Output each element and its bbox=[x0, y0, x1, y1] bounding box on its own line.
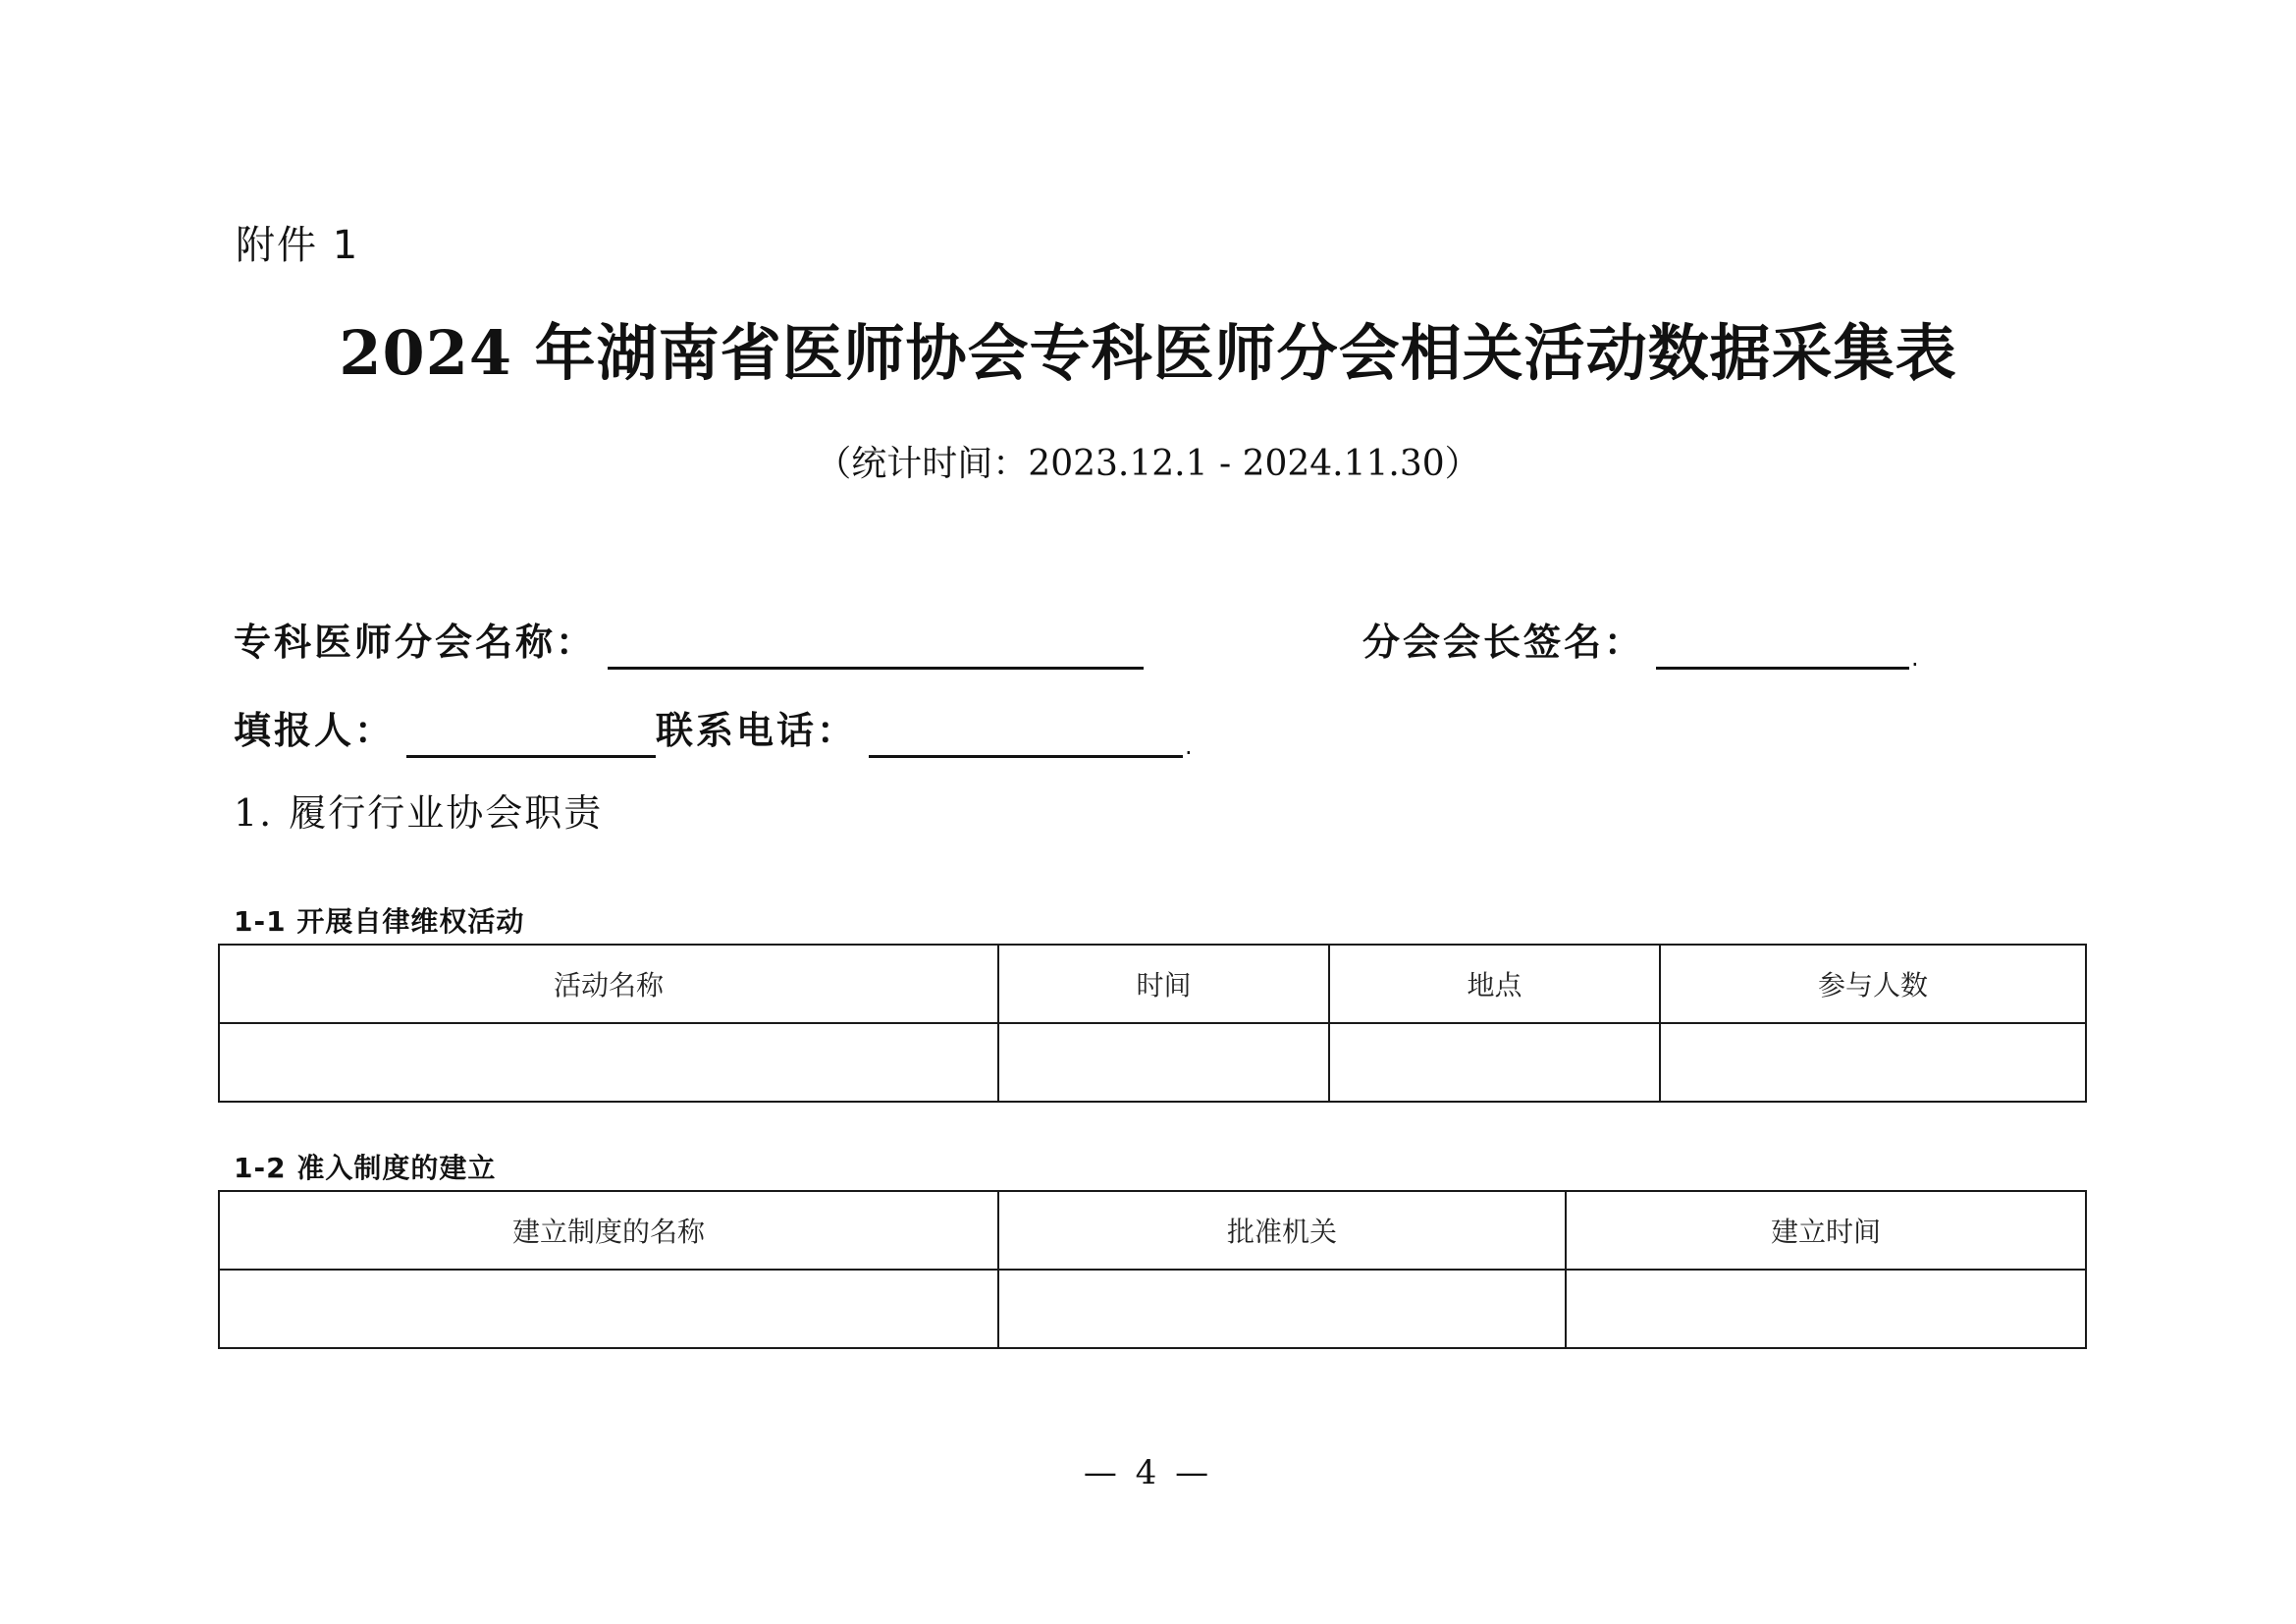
contact-phone-label: 联系电话： bbox=[656, 709, 858, 752]
president-sign-input[interactable] bbox=[1656, 627, 1909, 670]
trailing-dot: . bbox=[1911, 644, 1922, 672]
trailing-dot: . bbox=[1185, 732, 1196, 760]
president-sign-label: 分会会长签名： bbox=[1362, 621, 1645, 664]
column-header: 时间 bbox=[998, 945, 1329, 1023]
column-header: 参与人数 bbox=[1660, 945, 2086, 1023]
column-header: 活动名称 bbox=[219, 945, 998, 1023]
table-1-1 bbox=[218, 944, 2087, 1103]
table-row bbox=[219, 1023, 2086, 1102]
branch-name-input[interactable] bbox=[608, 627, 1144, 670]
column-header: 批准机关 bbox=[998, 1191, 1566, 1270]
table-cell[interactable] bbox=[1660, 1023, 2086, 1102]
reporter-field bbox=[234, 703, 656, 758]
page-number: — 4 — bbox=[1083, 1453, 1213, 1492]
attachment-label: 附件 1 bbox=[236, 223, 360, 268]
section-title: 履行行业协会职责 bbox=[289, 791, 604, 835]
contact-phone-field bbox=[656, 703, 1196, 758]
table-cell[interactable] bbox=[219, 1023, 998, 1102]
column-header: 建立制度的名称 bbox=[219, 1191, 998, 1270]
table-cell[interactable] bbox=[1566, 1270, 2086, 1348]
table-header-row bbox=[219, 1191, 2086, 1270]
table-cell[interactable] bbox=[998, 1270, 1566, 1348]
page-title: 2024 年湖南省医师协会专科医师分会相关活动数据采集表 bbox=[339, 317, 1957, 389]
table-1-2 bbox=[218, 1190, 2087, 1349]
section-1-heading bbox=[234, 785, 603, 840]
table-1-2-heading: 1-2 准入制度的建立 bbox=[234, 1152, 497, 1184]
branch-name-label: 专科医师分会名称： bbox=[234, 621, 597, 664]
section-number: 1. bbox=[234, 791, 274, 835]
president-sign-field bbox=[1362, 615, 1922, 670]
branch-name-field bbox=[234, 615, 1144, 670]
table-1-1-heading: 1-1 开展自律维权活动 bbox=[234, 905, 525, 938]
statistics-period: （统计时间：2023.12.1 - 2024.11.30） bbox=[816, 444, 1480, 484]
reporter-label: 填报人： bbox=[234, 709, 396, 752]
table-cell[interactable] bbox=[219, 1270, 998, 1348]
table-row bbox=[219, 1270, 2086, 1348]
reporter-input[interactable] bbox=[406, 716, 656, 758]
table-cell[interactable] bbox=[998, 1023, 1329, 1102]
table-header-row bbox=[219, 945, 2086, 1023]
contact-phone-input[interactable] bbox=[869, 716, 1183, 758]
column-header: 地点 bbox=[1329, 945, 1660, 1023]
column-header: 建立时间 bbox=[1566, 1191, 2086, 1270]
table-cell[interactable] bbox=[1329, 1023, 1660, 1102]
